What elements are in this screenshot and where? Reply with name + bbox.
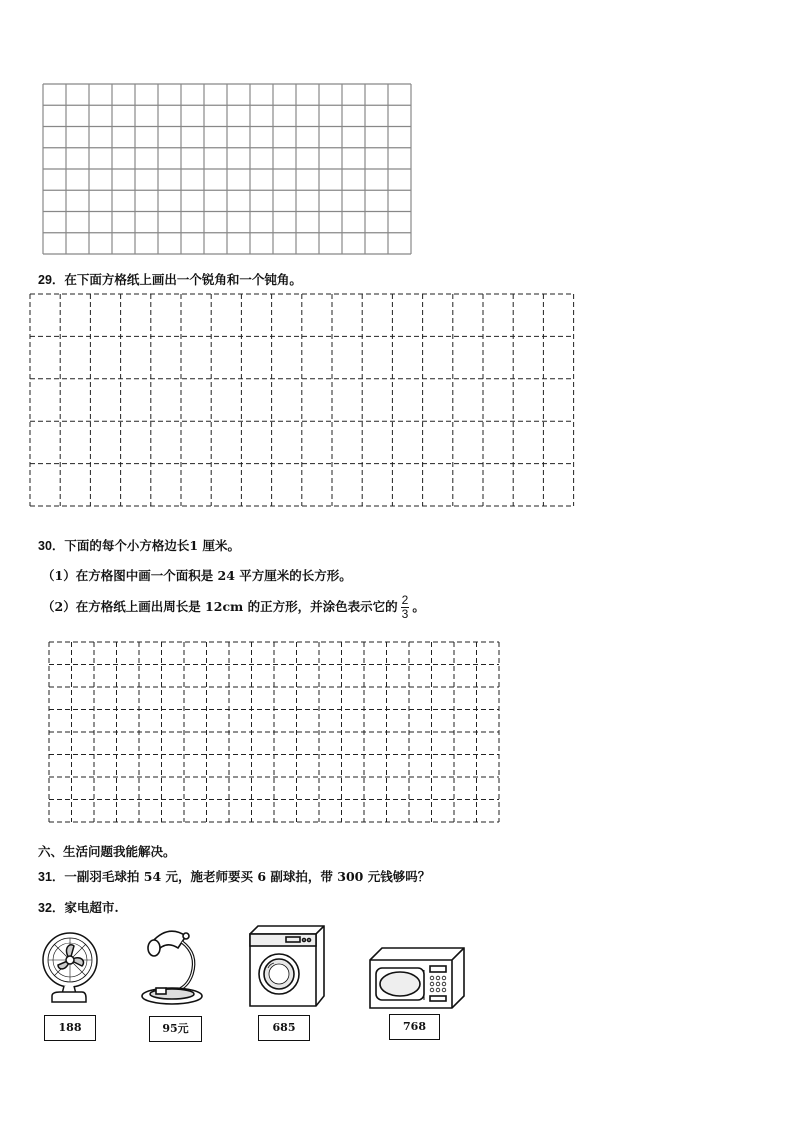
price-tag-microwave: 768 (389, 1014, 440, 1040)
question-30-text: 下面的每个小方格边长1 厘米。 (64, 538, 240, 553)
price-tag-fan: 188 (44, 1015, 96, 1041)
fraction-numerator: 2 (401, 593, 409, 607)
fan-icon (40, 930, 100, 1010)
question-30-part-2-text: （2）在方格纸上画出周长是 12cm 的正方形，并涂色表示它的 (42, 599, 398, 614)
question-31-text: 一副羽毛球拍 54 元，施老师要买 6 副球拍，带 300 元钱够吗？ (64, 869, 431, 884)
question-32 (38, 898, 119, 916)
price-tag-lamp: 95元 (149, 1016, 202, 1042)
question-30-part-2-end: 。 (412, 599, 425, 614)
question-30-part-1: （1）在方格图中画一个面积是 24 平方厘米的长方形。 (42, 568, 352, 583)
question-29-text: 在下面方格纸上画出一个锐角和一个钝角。 (64, 272, 302, 287)
microwave-icon (366, 946, 466, 1012)
question-32-number: 32． (38, 901, 65, 915)
question-31 (38, 867, 430, 885)
question-32-text: 家电超市. (64, 900, 119, 915)
question-29-number: 29． (38, 273, 65, 287)
price-tag-washing-machine: 685 (258, 1015, 310, 1041)
question-30-number: 30． (38, 539, 65, 553)
desk-lamp-icon (138, 924, 208, 1008)
section-6-title: 六、生活问题我能解决。 (38, 844, 176, 859)
washing-machine-icon (246, 924, 326, 1008)
fraction-denominator: 3 (401, 607, 409, 621)
question-31-number: 31． (38, 870, 65, 884)
